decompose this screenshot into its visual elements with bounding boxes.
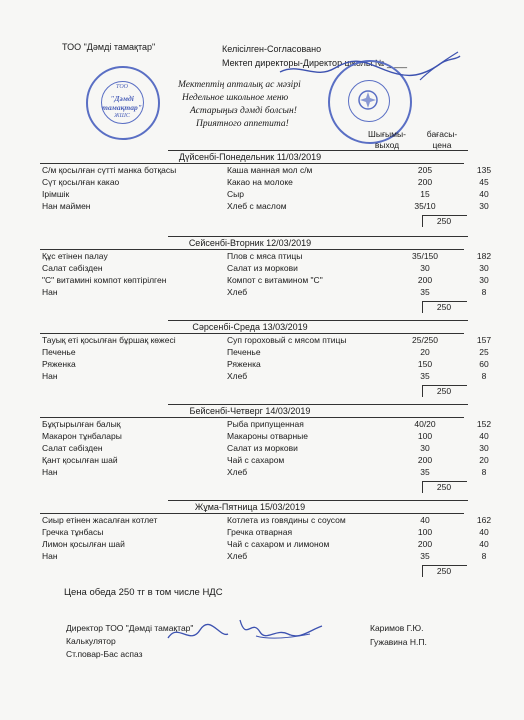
dish-ru: Ряженка <box>227 359 261 369</box>
menu-row <box>42 177 489 189</box>
dish-output: 40 <box>420 515 430 525</box>
footer-signatures <box>160 612 330 654</box>
dish-price: 135 <box>476 165 492 175</box>
day-divider <box>168 404 468 405</box>
dish-output: 100 <box>417 527 433 537</box>
menu-row <box>42 551 487 563</box>
dish-output: 30 <box>420 443 430 453</box>
dish-kz: Қант қосылған шай <box>42 455 118 465</box>
dish-ru: Рыба припущенная <box>227 419 304 429</box>
dish-output: 150 <box>417 359 433 369</box>
menu-row <box>42 347 489 359</box>
footer-cook: Ст.повар-Бас аспаз <box>66 649 143 659</box>
dish-ru: Хлеб с маслом <box>227 201 287 211</box>
company-name: ТОО "Дәмді тамақтар" <box>62 42 156 52</box>
menu-row <box>42 165 492 177</box>
dish-ru: Сыр <box>227 189 244 199</box>
dish-kz: Бұқтырылған балық <box>42 419 121 429</box>
dish-ru: Плов с мяса птицы <box>227 251 303 261</box>
day-rule <box>40 513 464 514</box>
menu-row <box>42 359 489 371</box>
dish-kz: Ряженка <box>42 359 76 369</box>
dish-price: 162 <box>476 515 492 525</box>
dish-kz: Сиыр етінен жасалған котлет <box>42 515 158 525</box>
price-note: Цена обеда 250 тг в том числе НДС <box>64 587 223 598</box>
dish-kz: Салат сәбізден <box>42 443 103 453</box>
dish-kz: С/м қосылған сүтті манка ботқасы <box>42 165 177 175</box>
day-rule <box>40 333 464 334</box>
dish-price: 25 <box>479 347 489 357</box>
dish-output: 30 <box>420 263 430 273</box>
output-header-ru: выход <box>374 140 400 150</box>
menu-row <box>42 515 492 527</box>
dish-kz: Тауық еті қосылған бұршақ көжесі <box>42 335 176 345</box>
dish-price: 20 <box>479 455 489 465</box>
price-header-ru: цена <box>432 140 452 150</box>
day-rule <box>40 163 464 164</box>
menu-row <box>42 371 487 383</box>
menu-row <box>42 443 489 455</box>
menu-row <box>42 539 489 551</box>
dish-price: 40 <box>479 189 489 199</box>
footer-name2: Гужавина Н.П. <box>370 637 427 647</box>
day-total: 250 <box>436 482 452 492</box>
dish-output: 15 <box>420 189 430 199</box>
menu-row <box>42 201 489 213</box>
dish-price: 30 <box>479 275 489 285</box>
dish-output: 40/20 <box>414 419 436 429</box>
dish-kz: Нан маймен <box>42 201 91 211</box>
dish-output: 100 <box>417 431 433 441</box>
dish-price: 40 <box>479 527 489 537</box>
day-rule <box>40 417 464 418</box>
dish-ru: Салат из моркови <box>227 263 298 273</box>
dish-ru: Печенье <box>227 347 261 357</box>
day-title: Жұма-Пятница 15/03/2019 <box>194 502 306 512</box>
dish-ru: Макароны отварные <box>227 431 308 441</box>
output-header-kz: Шығымы- <box>368 129 406 139</box>
dish-output: 200 <box>417 539 433 549</box>
dish-price: 8 <box>481 467 487 477</box>
dish-kz: Нан <box>42 287 58 297</box>
day-divider <box>168 500 468 501</box>
day-total: 250 <box>436 386 452 396</box>
day-total: 250 <box>436 216 452 226</box>
dish-kz: Лимон қосылған шай <box>42 539 125 549</box>
dish-price: 30 <box>479 263 489 273</box>
dish-price: 60 <box>479 359 489 369</box>
day-divider <box>168 236 468 237</box>
menu-row <box>42 275 489 287</box>
dish-ru: Хлеб <box>227 287 248 297</box>
price-header-kz: бағасы- <box>426 129 458 139</box>
dish-ru: Чай с сахаром <box>227 455 285 465</box>
dish-output: 25/250 <box>412 335 438 345</box>
day-title: Дүйсенбі-Понедельник 11/03/2019 <box>178 152 322 162</box>
dish-price: 40 <box>479 431 489 441</box>
dish-ru: Котлета из говядины с соусом <box>227 515 346 525</box>
director-label: Мектеп директоры-Директор школы № ____ <box>222 58 408 68</box>
dish-output: 35/150 <box>412 251 438 261</box>
menu-row <box>42 263 489 275</box>
footer-calculator: Калькулятор <box>66 636 116 646</box>
title-kz: Мектептің апталық ас мәзірі <box>178 80 301 90</box>
dish-output: 200 <box>417 275 433 285</box>
dish-kz: Сүт қосылған какао <box>42 177 120 187</box>
menu-row <box>42 467 487 479</box>
dish-price: 8 <box>481 551 487 561</box>
dish-output: 20 <box>420 347 430 357</box>
title-wish-ru: Приятного аппетита! <box>196 119 289 129</box>
menu-row <box>42 251 492 263</box>
dish-output: 200 <box>417 177 433 187</box>
dish-price: 45 <box>479 177 489 187</box>
agreed-label: Келісілген-Согласовано <box>222 44 322 54</box>
dish-price: 157 <box>476 335 492 345</box>
day-total: 250 <box>436 302 452 312</box>
dish-price: 8 <box>481 371 487 381</box>
dish-price: 30 <box>479 443 489 453</box>
dish-kz: Ірімшік <box>42 189 70 199</box>
menu-row <box>42 335 492 347</box>
dish-ru: Какао на молоке <box>227 177 293 187</box>
dish-output: 205 <box>417 165 433 175</box>
dish-ru: Хлеб <box>227 371 248 381</box>
dish-kz: Салат сәбізден <box>42 263 103 273</box>
dish-kz: Печенье <box>42 347 76 357</box>
day-divider <box>168 150 468 151</box>
menu-row <box>42 527 489 539</box>
dish-price: 152 <box>476 419 492 429</box>
dish-kz: Нан <box>42 467 58 477</box>
dish-ru: Хлеб <box>227 551 248 561</box>
dish-ru: Каша манная мол с/м <box>227 165 313 175</box>
title-wish-kz: Астарыңыз дәмді болсын! <box>190 106 297 116</box>
dish-price: 40 <box>479 539 489 549</box>
dish-kz: Нан <box>42 551 58 561</box>
dish-price: 8 <box>481 287 487 297</box>
footer-director: Директор ТОО "Дәмді тамақтар" <box>66 623 194 633</box>
day-title: Сейсенбі-Вторник 12/03/2019 <box>188 238 312 248</box>
dish-price: 182 <box>476 251 492 261</box>
dish-output: 200 <box>417 455 433 465</box>
dish-kz: "С" витамині компот көптірілген <box>42 275 167 285</box>
menu-row <box>42 419 492 431</box>
menu-row <box>42 455 489 467</box>
dish-kz: Макарон тұнбалары <box>42 431 122 441</box>
dish-ru: Чай с сахаром и лимоном <box>227 539 330 549</box>
dish-kz: Құс етінен палау <box>42 251 108 261</box>
day-rule <box>40 249 464 250</box>
dish-output: 35/10 <box>414 201 436 211</box>
menu-row <box>42 431 489 443</box>
dish-kz: Нан <box>42 371 58 381</box>
dish-ru: Компот с витамином "С" <box>227 275 323 285</box>
dish-output: 35 <box>420 287 430 297</box>
dish-kz: Гречка тұнбасы <box>42 527 104 537</box>
day-title: Сәрсенбі-Среда 13/03/2019 <box>192 322 308 332</box>
day-title: Бейсенбі-Четверг 14/03/2019 <box>189 406 311 416</box>
dish-price: 30 <box>479 201 489 211</box>
menu-row <box>42 189 489 201</box>
title-ru: Недельное школьное меню <box>182 93 289 103</box>
dish-ru: Салат из моркови <box>227 443 298 453</box>
day-total: 250 <box>436 566 452 576</box>
dish-output: 35 <box>420 467 430 477</box>
menu-row <box>42 287 487 299</box>
dish-ru: Хлеб <box>227 467 248 477</box>
dish-ru: Суп гороховый с мясом птицы <box>227 335 347 345</box>
footer-name1: Каримов Г.Ю. <box>370 623 424 633</box>
dish-output: 35 <box>420 371 430 381</box>
dish-ru: Гречка отварная <box>227 527 293 537</box>
day-divider <box>168 320 468 321</box>
dish-output: 35 <box>420 551 430 561</box>
